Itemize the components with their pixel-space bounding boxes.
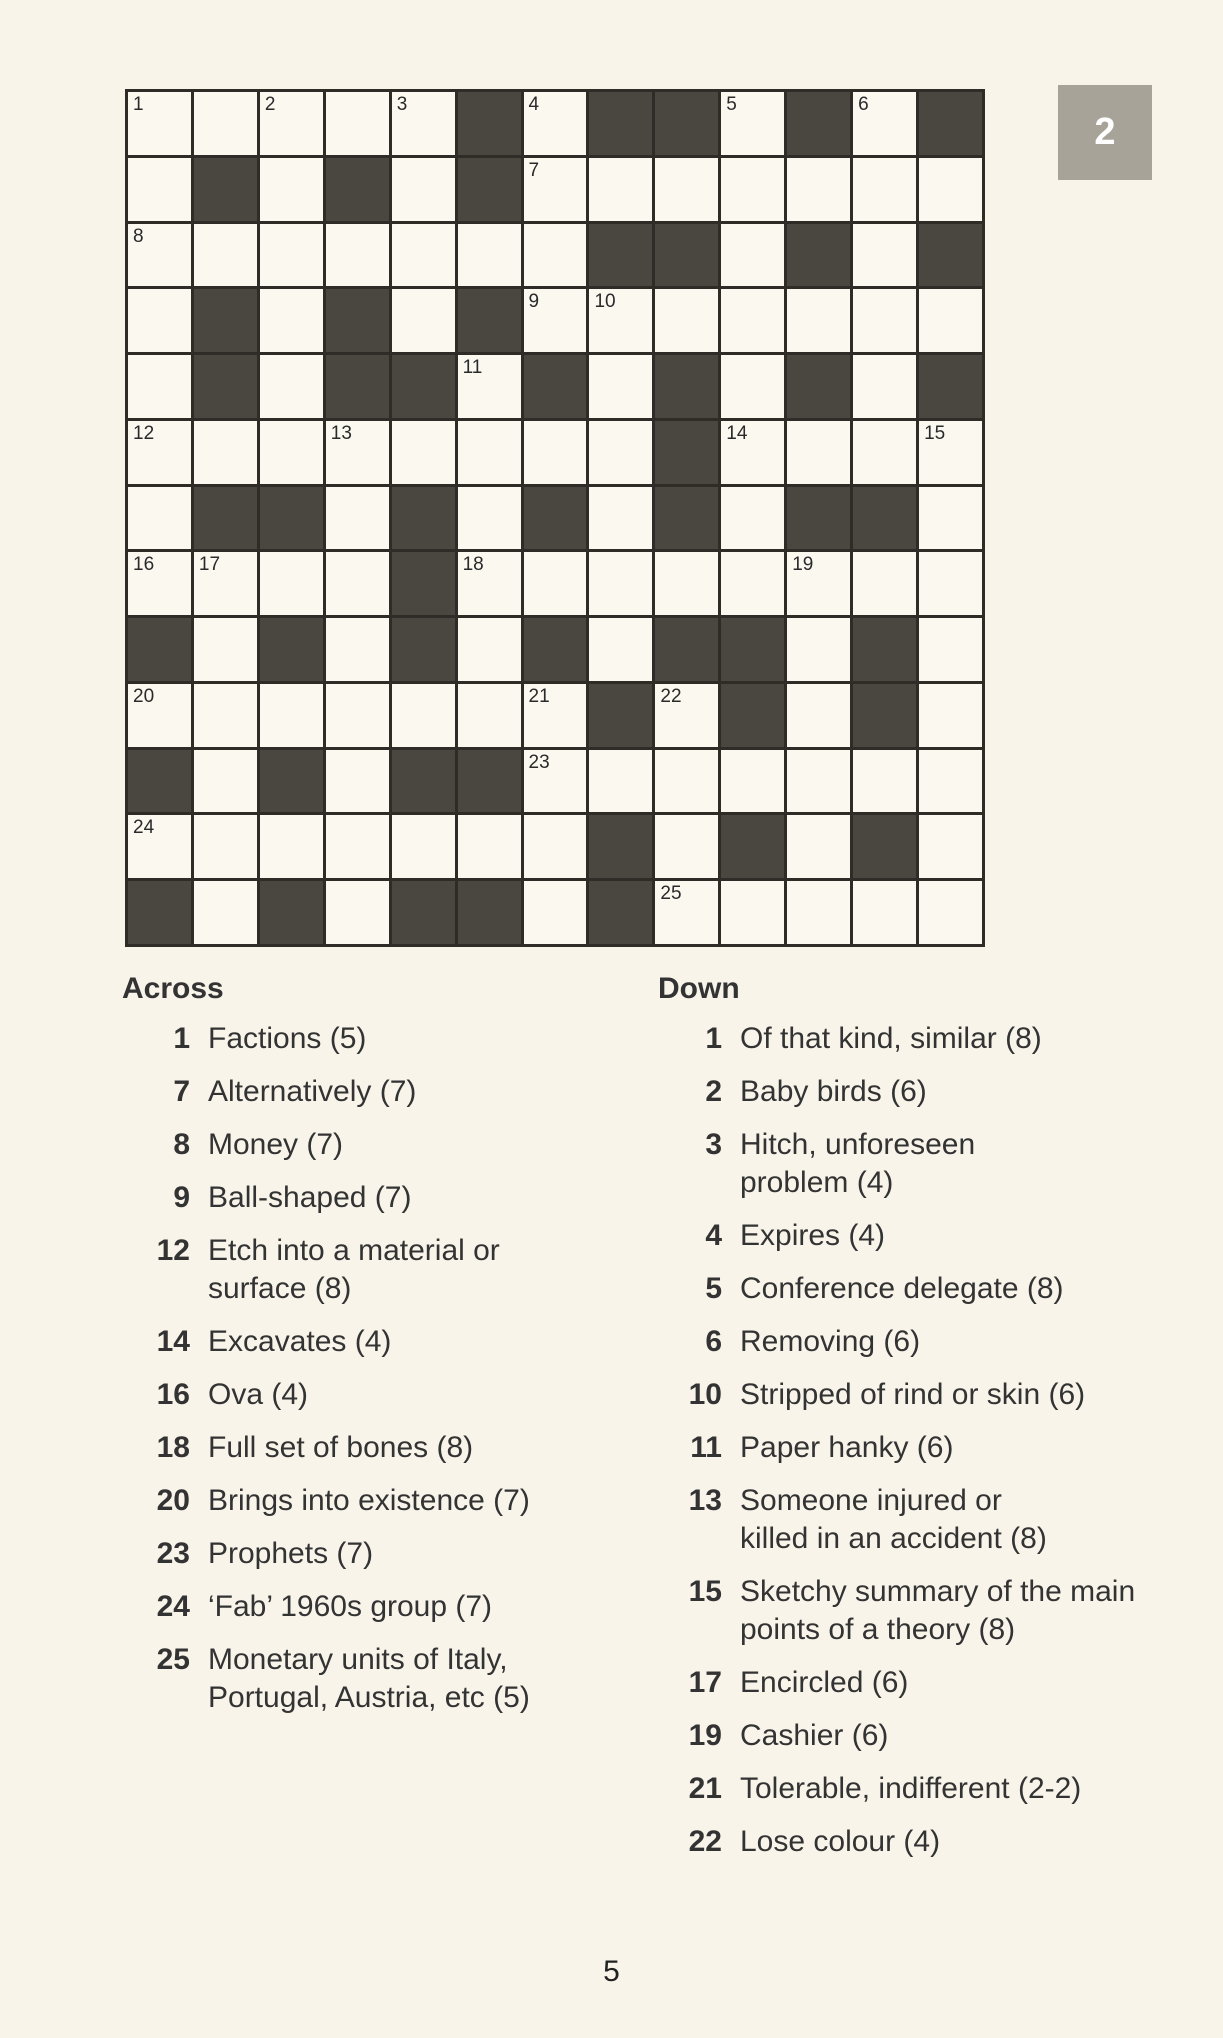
clue-text: ‘Fab’ 1960s group (7) [208,1590,493,1623]
grid-cell-black [853,487,916,550]
grid-cell[interactable] [128,421,191,484]
grid-cell-black [260,750,323,813]
grid-cell-black [194,289,257,352]
clue-number: 5 [705,1272,722,1305]
clue-number: 11 [690,1431,722,1464]
grid-cell-black [194,487,257,550]
clue-item [122,1535,622,1573]
grid-cell[interactable] [260,552,323,615]
grid-cell[interactable] [721,552,784,615]
grid-cell[interactable] [392,224,455,287]
grid-cell-black [919,355,982,418]
grid-cell-black [194,355,257,418]
grid-cell[interactable] [655,289,718,352]
cell-number: 1 [133,94,144,115]
cell-number: 24 [133,817,155,839]
clue-text: Prophets (7) [208,1537,374,1570]
grid-cell[interactable] [524,815,587,878]
grid-cell[interactable] [260,684,323,747]
grid-cell[interactable] [919,815,982,878]
clue-number: 6 [705,1325,722,1358]
clue-number: 22 [688,1825,722,1858]
grid-cell[interactable] [128,158,191,221]
grid-cell[interactable] [853,750,916,813]
cell-number: 7 [528,159,540,181]
grid-cell-black [853,618,916,681]
grid-cell[interactable] [853,552,916,615]
grid-cell[interactable] [260,224,323,287]
grid-cell-black [392,355,455,418]
cell-number: 17 [198,554,221,576]
grid-cell[interactable] [919,881,982,944]
grid-cell[interactable] [853,158,916,221]
grid-cell[interactable] [524,224,587,287]
page-number: 5 [603,1955,620,1988]
clue-number: 12 [156,1234,190,1267]
grid-cell[interactable] [589,421,652,484]
grid-cell[interactable] [589,618,652,681]
grid-cell-black [392,881,455,944]
cell-number: 2 [264,94,276,115]
grid-cell[interactable] [589,487,652,550]
clue-text: Factions (5) [208,1022,367,1055]
cell-number: 9 [528,291,540,313]
grid-cell[interactable] [524,750,587,813]
grid-cell[interactable] [524,552,587,615]
clue-number: 24 [156,1590,190,1623]
grid-cell-black [524,618,587,681]
grid-cell[interactable] [919,158,982,221]
grid-cell[interactable] [458,618,521,681]
clue-number: 23 [156,1537,190,1570]
crossword-grid [125,89,985,947]
grid-cell[interactable] [919,421,982,484]
grid-cell[interactable] [853,881,916,944]
clue-item [658,1717,1198,1755]
grid-cell[interactable] [326,815,389,878]
grid-cell-black [721,815,784,878]
grid-cell[interactable] [655,158,718,221]
grid-cell[interactable] [853,355,916,418]
clue-item [122,1179,622,1217]
clue-number: 4 [705,1219,722,1252]
grid-cell[interactable] [458,421,521,484]
grid-cell[interactable] [128,487,191,550]
grid-cell-black [589,815,652,878]
grid-cell[interactable] [392,92,455,155]
grid-cell[interactable] [194,815,257,878]
clue-item [122,1073,622,1111]
clue-item [658,1270,1198,1308]
grid-cell[interactable] [787,750,850,813]
clue-item [658,1217,1198,1255]
clue-text: Sketchy summary of the main points of a theory (8) [740,1575,1136,1646]
grid-cell-black [458,92,521,155]
grid-cell[interactable] [721,355,784,418]
across-clues [122,972,622,1732]
grid-cell-black [787,224,850,287]
grid-cell-black [655,421,718,484]
grid-cell[interactable] [260,421,323,484]
clue-text: Full set of bones (8) [208,1431,474,1464]
clue-number: 2 [705,1075,722,1108]
grid-cell[interactable] [655,684,718,747]
grid-cell[interactable] [458,224,521,287]
grid-cell[interactable] [128,684,191,747]
grid-cell[interactable] [853,289,916,352]
clue-text: Of that kind, similar (8) [740,1022,1042,1055]
clue-number: 1 [705,1022,722,1055]
grid-cell[interactable] [589,750,652,813]
grid-cell[interactable] [128,92,191,155]
grid-cell-black [853,684,916,747]
clue-text: Stripped of rind or skin (6) [740,1378,1086,1411]
cell-number: 11 [462,357,483,379]
grid-cell[interactable] [128,289,191,352]
grid-cell[interactable] [589,552,652,615]
grid-cell[interactable] [655,881,718,944]
clue-item [658,1073,1198,1111]
grid-cell[interactable] [919,289,982,352]
clue-item [122,1232,522,1308]
cell-number: 6 [858,94,869,115]
cell-number: 4 [528,94,540,115]
clue-item [122,1376,622,1414]
grid-cell[interactable] [128,355,191,418]
grid-cell-black [589,881,652,944]
grid-cell-black [589,92,652,155]
clue-number: 8 [173,1128,190,1161]
down-clues [658,972,1198,1876]
chapter-tab: 2 [1058,85,1152,180]
cell-number: 21 [528,685,550,707]
grid-cell-black [721,618,784,681]
grid-cell-black [787,355,850,418]
grid-cell-black [589,684,652,747]
grid-cell[interactable] [721,421,784,484]
grid-cell[interactable] [458,815,521,878]
clue-text: Cashier (6) [740,1719,889,1752]
grid-cell[interactable] [787,881,850,944]
grid-cell-black [260,881,323,944]
grid-cell[interactable] [721,289,784,352]
grid-cell-black [721,684,784,747]
cell-number: 19 [792,554,814,576]
grid-cell[interactable] [655,750,718,813]
grid-cell-black [524,487,587,550]
cell-number: 25 [660,883,682,905]
cell-number: 10 [594,291,616,313]
clue-item [658,1323,1198,1361]
grid-cell[interactable] [458,684,521,747]
grid-cell[interactable] [194,92,257,155]
grid-cell[interactable] [524,421,587,484]
grid-cell[interactable] [524,289,587,352]
cell-number: 23 [528,751,550,773]
clue-number: 13 [688,1484,722,1517]
clue-text: Excavates (4) [208,1325,392,1358]
clue-text: Hitch, unforeseen problem (4) [740,1128,976,1199]
grid-cell[interactable] [721,750,784,813]
cell-number: 5 [726,94,737,115]
grid-cell[interactable] [458,355,521,418]
clue-text: Monetary units of Italy, Portugal, Austria, etc (5) [208,1643,530,1714]
grid-cell[interactable] [787,421,850,484]
clue-number: 3 [705,1128,722,1161]
cell-number: 22 [660,685,682,707]
clue-text: Alternatively (7) [208,1075,417,1108]
clue-number: 7 [173,1075,190,1108]
cell-number: 8 [133,225,144,247]
cell-number: 3 [396,94,408,115]
grid-cell-black [919,92,982,155]
clue-number: 15 [688,1575,722,1608]
grid-cell[interactable] [787,289,850,352]
grid-cell[interactable] [853,92,916,155]
clue-text: Baby birds (6) [740,1075,927,1108]
grid-cell[interactable] [721,158,784,221]
grid-cell-black [326,158,389,221]
clue-item [122,1323,622,1361]
clue-text: Paper hanky (6) [740,1431,954,1464]
grid-cell[interactable] [853,224,916,287]
clue-text: Expires (4) [740,1219,886,1252]
grid-cell[interactable] [919,750,982,813]
grid-cell-black [128,618,191,681]
grid-cell[interactable] [524,158,587,221]
down-clue-list [658,1020,1198,1861]
grid-cell[interactable] [787,158,850,221]
clue-text: Encircled (6) [740,1666,909,1699]
cell-number: 13 [330,422,352,444]
grid-cell-black [260,618,323,681]
clue-item [122,1429,622,1467]
grid-cell[interactable] [326,618,389,681]
grid-cell[interactable] [524,684,587,747]
cell-number: 14 [726,422,748,444]
clue-number: 17 [688,1666,722,1699]
grid-cell[interactable] [458,487,521,550]
grid-cell-black [128,750,191,813]
grid-cell-black [853,815,916,878]
grid-cell[interactable] [194,684,257,747]
grid-cell[interactable] [326,750,389,813]
grid-cell[interactable] [655,552,718,615]
grid-cell[interactable] [326,881,389,944]
grid-cell[interactable] [326,224,389,287]
grid-cell[interactable] [392,289,455,352]
clue-number: 9 [173,1181,190,1214]
grid-cell-black [787,487,850,550]
grid-cell[interactable] [392,684,455,747]
grid-cell[interactable] [919,552,982,615]
grid-cell[interactable] [787,684,850,747]
grid-cell[interactable] [721,92,784,155]
grid-cell-black [326,355,389,418]
clue-item [658,1376,1198,1414]
cell-number: 15 [924,422,946,444]
grid-cell[interactable] [194,552,257,615]
clue-number: 21 [688,1772,722,1805]
clue-text: Tolerable, indifferent (2-2) [740,1772,1082,1805]
grid-cell-black [260,487,323,550]
grid-cell-black [458,158,521,221]
grid-cell[interactable] [260,355,323,418]
grid-cell-black [392,552,455,615]
clue-number: 1 [173,1022,190,1055]
grid-cell[interactable] [589,158,652,221]
clue-item [122,1588,622,1626]
grid-cell-black [787,92,850,155]
clue-item [122,1641,592,1717]
grid-cell-black [919,224,982,287]
down-heading: Down [658,972,740,1005]
grid-cell[interactable] [326,92,389,155]
grid-cell[interactable] [326,684,389,747]
cell-number: 20 [133,685,155,707]
grid-cell[interactable] [589,355,652,418]
clue-number: 18 [156,1431,190,1464]
clue-item [658,1573,1178,1649]
grid-cell-black [655,618,718,681]
cell-number: 18 [462,554,484,576]
grid-cell-black [655,92,718,155]
grid-cell-black [655,487,718,550]
clue-text: Removing (6) [740,1325,921,1358]
grid-cell[interactable] [919,618,982,681]
clue-text: Conference delegate (8) [740,1272,1064,1305]
grid-cell-black [655,224,718,287]
grid-cell[interactable] [853,421,916,484]
grid-cell[interactable] [524,881,587,944]
clue-item [658,1429,1198,1467]
grid-cell-black [524,355,587,418]
clue-item [122,1482,622,1520]
clue-item [658,1664,1198,1702]
grid-cell[interactable] [787,815,850,878]
clue-item [658,1770,1198,1808]
grid-cell-black [458,881,521,944]
cell-number: 12 [133,422,155,444]
grid-cell[interactable] [194,421,257,484]
grid-cell[interactable] [721,224,784,287]
grid-cell[interactable] [524,92,587,155]
grid-cell[interactable] [655,815,718,878]
grid-cell-black [655,355,718,418]
clue-item [122,1020,622,1058]
grid-cell[interactable] [194,881,257,944]
clue-text: Etch into a material or surface (8) [208,1234,500,1305]
clue-text: Brings into existence (7) [208,1484,530,1517]
clue-number: 14 [156,1325,190,1358]
clue-item [658,1482,1058,1558]
grid-cell[interactable] [919,684,982,747]
grid-cell-black [194,158,257,221]
grid-cell-black [392,487,455,550]
clue-number: 25 [156,1643,190,1676]
clue-item [658,1020,1198,1058]
across-heading: Across [122,972,224,1005]
grid-cell[interactable] [458,552,521,615]
grid-cell-black [589,224,652,287]
grid-cell[interactable] [194,618,257,681]
clue-text: Someone injured or killed in an accident (8) [740,1484,1047,1555]
clue-text: Lose colour (4) [740,1825,941,1858]
cell-number: 16 [133,554,155,576]
grid-cell[interactable] [260,158,323,221]
grid-cell-black [392,618,455,681]
grid-cell[interactable] [787,552,850,615]
grid-cell-black [392,750,455,813]
clue-text: Ova (4) [208,1378,309,1411]
grid-cell-black [458,289,521,352]
grid-cell[interactable] [721,881,784,944]
grid-cell[interactable] [392,421,455,484]
grid-cell[interactable] [128,815,191,878]
grid-cell[interactable] [919,487,982,550]
grid-cell[interactable] [326,552,389,615]
grid-cell[interactable] [392,158,455,221]
clue-text: Money (7) [208,1128,344,1161]
grid-cell[interactable] [721,487,784,550]
grid-cell[interactable] [260,289,323,352]
grid-cell[interactable] [787,618,850,681]
clue-item [658,1823,1198,1861]
grid-cell[interactable] [194,750,257,813]
grid-cell[interactable] [326,421,389,484]
grid-cell[interactable] [128,552,191,615]
grid-cell-black [128,881,191,944]
grid-cell-black [326,289,389,352]
clue-number: 16 [156,1378,190,1411]
clue-item [122,1126,622,1164]
grid-cell[interactable] [392,815,455,878]
clue-number: 20 [156,1484,190,1517]
clue-item [658,1126,1018,1202]
grid-cell[interactable] [194,224,257,287]
grid-cell[interactable] [128,224,191,287]
grid-cell[interactable] [260,815,323,878]
clue-number: 19 [688,1719,722,1752]
grid-cell-black [458,750,521,813]
clue-text: Ball-shaped (7) [208,1181,412,1214]
grid-cell[interactable] [326,487,389,550]
grid-cell[interactable] [589,289,652,352]
clue-number: 10 [688,1378,722,1411]
across-clue-list [122,1020,622,1717]
grid-cell[interactable] [260,92,323,155]
